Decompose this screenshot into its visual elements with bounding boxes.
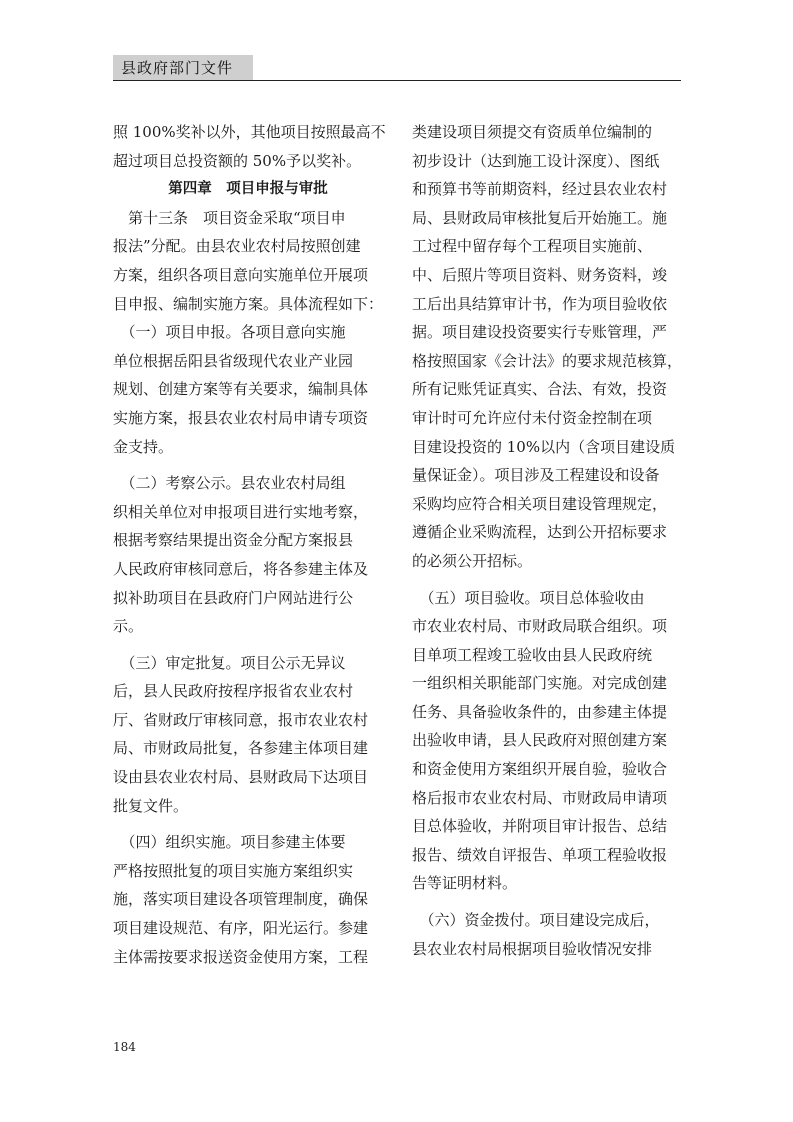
- text-line: 主体需按要求报送资金使用方案，工程: [113, 947, 369, 966]
- text-line: 初步设计（达到施工设计深度）、图纸: [412, 151, 660, 170]
- paragraph-gap: [113, 641, 383, 649]
- left-column: [113, 118, 386, 971]
- right-column: [412, 118, 682, 963]
- header-rule: [113, 80, 681, 81]
- text-line: （一）项目申报。各项目意向实施: [113, 323, 346, 342]
- paragraph-gap: [113, 820, 383, 828]
- text-line: 中、后照片等项目资料、财务资料，竣: [412, 265, 668, 284]
- text-line: 规划、创建方案等有关要求，编制具体: [113, 380, 369, 399]
- text-line: 目建设投资的 10%以内（含项目建设质: [412, 437, 676, 456]
- text-line: （二）考察公示。县农业农村局组: [113, 474, 346, 493]
- text-line: （三）审定批复。项目公示无异议: [113, 653, 346, 672]
- text-line: 示。: [113, 617, 144, 636]
- text-line: 告等证明材料。: [412, 874, 518, 893]
- text-line: 工过程中留存每个工程项目实施前、: [412, 237, 653, 256]
- text-line: 出验收申请，县人民政府对照创建方案: [412, 731, 668, 750]
- text-line: 目申报、编制实施方案。具体流程如下：: [113, 294, 384, 313]
- text-line: 方案，组织各项目意向实施单位开展项: [113, 265, 369, 284]
- text-line: 格按照国家《会计法》的要求规范核算，: [412, 351, 683, 370]
- text-line: 项目建设规范、有序，阳光运行。参建: [113, 919, 369, 938]
- text-line: 报法”分配。由县农业农村局按照创建: [113, 237, 361, 256]
- text-line: 织相关单位对申报项目进行实地考察，: [113, 502, 369, 521]
- paragraph-gap: [412, 898, 682, 906]
- text-line: 工后出具结算审计书，作为项目验收依: [412, 294, 668, 313]
- text-line: 批复文件。: [113, 796, 189, 815]
- text-line: 后，县人民政府按程序报省农业农村: [113, 682, 354, 701]
- text-line: 县农业农村局根据项目验收情况安排: [412, 939, 653, 958]
- text-line: 遵循企业采购流程，达到公开招标要求: [412, 523, 668, 542]
- text-line: 单位根据岳阳县省级现代农业产业园: [113, 351, 354, 370]
- text-line: 金支持。: [113, 437, 174, 456]
- text-line: 目总体验收，并附项目审计报告、总结: [412, 817, 668, 836]
- text-line: 拟补助项目在县政府门户网站进行公: [113, 588, 354, 607]
- text-line: 照 100%奖补以外，其他项目按照最高不: [113, 123, 386, 141]
- chapter-heading: 第四章 项目申报与审批: [168, 181, 328, 198]
- text-line: 严格按照批复的项目实施方案组织实: [113, 861, 354, 880]
- text-line: 的必须公开招标。: [412, 551, 533, 570]
- text-line: 和预算书等前期资料，经过县农业农村: [412, 180, 668, 199]
- paragraph-gap: [412, 576, 682, 584]
- text-line: 报告、绩效自评报告、单项工程验收报: [412, 845, 668, 864]
- text-line: 采购均应符合相关项目建设管理规定，: [412, 494, 668, 513]
- text-line: 据。项目建设投资要实行专账管理，严: [412, 323, 668, 342]
- page-number: 184: [113, 1040, 136, 1054]
- text-line: 审计时可允许应付未付资金控制在项: [412, 408, 653, 427]
- text-line: 第十三条 项目资金采取“项目申: [113, 208, 346, 227]
- text-line: 超过项目总投资额的 50%予以奖补。: [113, 151, 362, 170]
- text-line: （五）项目验收。项目总体验收由: [412, 588, 645, 607]
- text-line: 和资金使用方案组织开展自验，验收合: [412, 760, 668, 779]
- text-line: 格后报市农业农村局、市财政局申请项: [412, 788, 668, 807]
- text-line: 任务、具备验收条件的，由参建主体提: [412, 702, 668, 721]
- text-line: 局、市财政局批复，各参建主体项目建: [113, 739, 369, 758]
- text-line: 一组织相关职能部门实施。对完成创建: [412, 674, 668, 693]
- text-line: 设由县农业农村局、县财政局下达项目: [113, 768, 369, 787]
- text-line: 人民政府审核同意后，将各参建主体及: [113, 559, 369, 578]
- text-line: （六）资金拨付。项目建设完成后，: [412, 911, 660, 930]
- text-line: 局、县财政局审核批复后开始施工。施: [412, 208, 668, 227]
- text-line: 施，落实项目建设各项管理制度，确保: [113, 890, 369, 909]
- text-line: 目单项工程竣工验收由县人民政府统: [412, 645, 653, 664]
- header-section-title: 县政府部门文件: [113, 55, 253, 81]
- text-line: （四）组织实施。项目参建主体要: [113, 833, 346, 852]
- text-line: 实施方案，报县农业农村局申请专项资: [113, 408, 369, 427]
- text-line: 根据考察结果提出资金分配方案报县: [113, 531, 354, 550]
- text-line: 所有记账凭证真实、合法、有效，投资: [412, 380, 668, 399]
- text-line: 市农业农村局、市财政局联合组织。项: [412, 617, 668, 636]
- text-line: 厅、省财政厅审核同意，报市农业农村: [113, 710, 369, 729]
- text-line: 量保证金）。项目涉及工程建设和设备: [412, 466, 660, 485]
- paragraph-gap: [113, 461, 383, 469]
- text-line: 类建设项目须提交有资质单位编制的: [412, 123, 653, 141]
